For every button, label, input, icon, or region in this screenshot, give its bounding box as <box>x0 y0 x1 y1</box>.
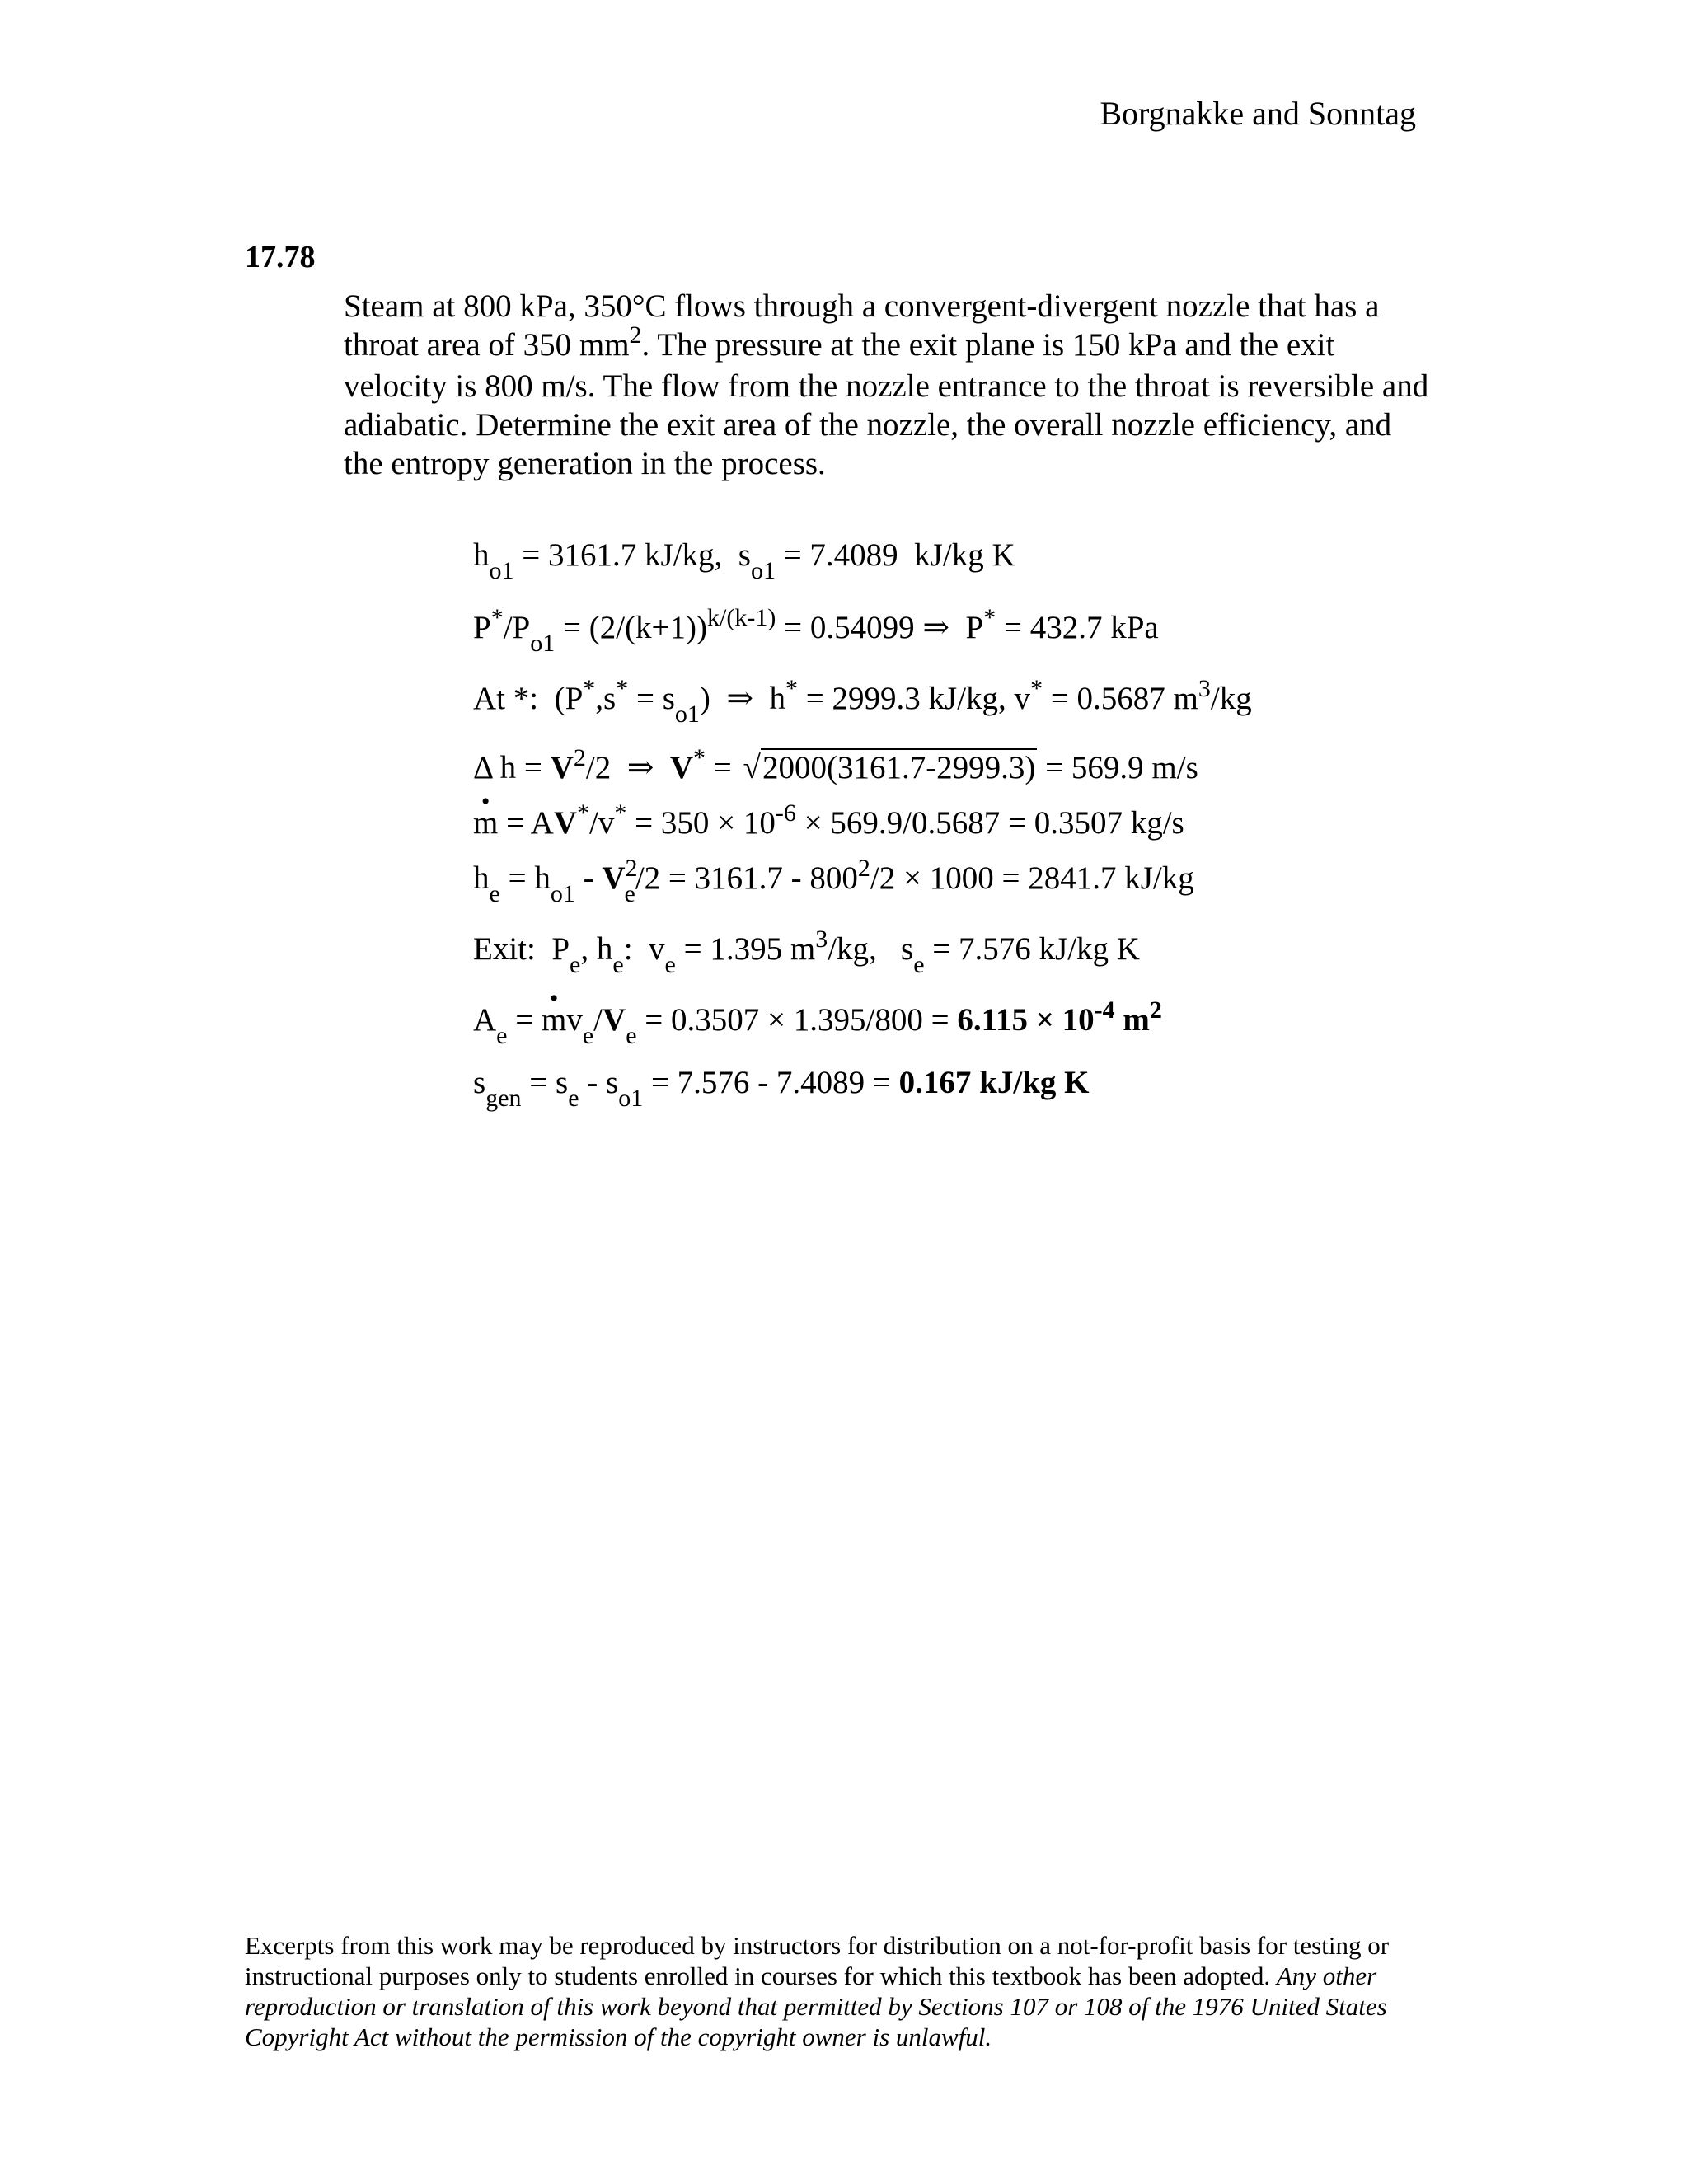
square-root-symbol: √2000(3161.7-2999.3) <box>743 750 1036 785</box>
solution-line-stagnation: $h_{o1} = 3161.7$ kJ/kg, $s_{o1} = 7.4089$ kJ/kg K <box>473 537 1015 584</box>
solution-line-throat-state: At *: $(P^*,s^* = s_{o1})$ ⇒ h* = 2999.3 kJ/kg, v* = 0.5687 $m^3/kg$ <box>473 675 1252 728</box>
solution-line-exit-enthalpy: $h_e = h_{o1} - V^2_e/2 = 3161.7 - 800^2/2 \times 1000 = 2841.7$ kJ/kg <box>473 855 1194 907</box>
footer-copyright-warning: Any other reproduction or translation of this work beyond that permitted by Sections 107 or 108 of the 1976 United States Copyright Act without the permission of the copyright owner is unlawful. <box>245 1961 1387 2051</box>
problem-number: 17.78 <box>245 240 316 274</box>
copyright-footer <box>245 1930 1432 2052</box>
solution-line-entropy-generation: $s_{gen} = s_e - s_{o1} = 7.576 - 7.4089 = 0.167$ kJ/kg K <box>473 1065 1090 1112</box>
solution-line-exit-state: Exit: $P_e$, $h_e$: $v_e = 1.395$ $m^3/kg$, $s_e = 7.576$ kJ/kg K <box>473 926 1140 978</box>
solution-line-throat-velocity: Δ $h = V^2/2$ ⇒ V* = √2000(3161.7-2999.3) = 569.9 m/s <box>473 748 1198 790</box>
solution-line-exit-area: $A_e$ = • $mv_e/V_e = 0.3507 \times 1.395/800 = 6.115 \times 10^{-4}$ $m^2$ <box>473 1001 1162 1043</box>
solution-line-critical-pressure: $P^*/P_{o1} = (2/(k+1))^{k/(k-1)} = 0.54099$ ⇒ P* = 432.7 kPa <box>473 604 1159 657</box>
solution-line-mass-flow: • $m = AV^*/v^* = 350 \times 10^{-6} \times 569.9/0.5687 = 0.3507$ kg/s <box>473 804 1184 846</box>
header-authors: Borgnakke and Sonntag <box>1100 95 1416 132</box>
problem-statement: Steam at 800 kPa, 350°C flows through a convergent-divergent nozzle that has a throat area of 350 $mm^2$. The pressure at the exit plane is 150 kPa and the exit velocity is 800 m/s. The flow from the nozzle entrance to the throat is reversible and adiabatic. Determine the exit area of the nozzle, the overall nozzle efficiency, and the entropy generation in the process. <box>344 288 1429 481</box>
footer-notice: Excerpts from this work may be reproduced by instructors for distribution on a not-for-profit basis for testing or instructional purposes only to students enrolled in courses for which this textbook has been adopted. <box>245 1931 1390 1990</box>
